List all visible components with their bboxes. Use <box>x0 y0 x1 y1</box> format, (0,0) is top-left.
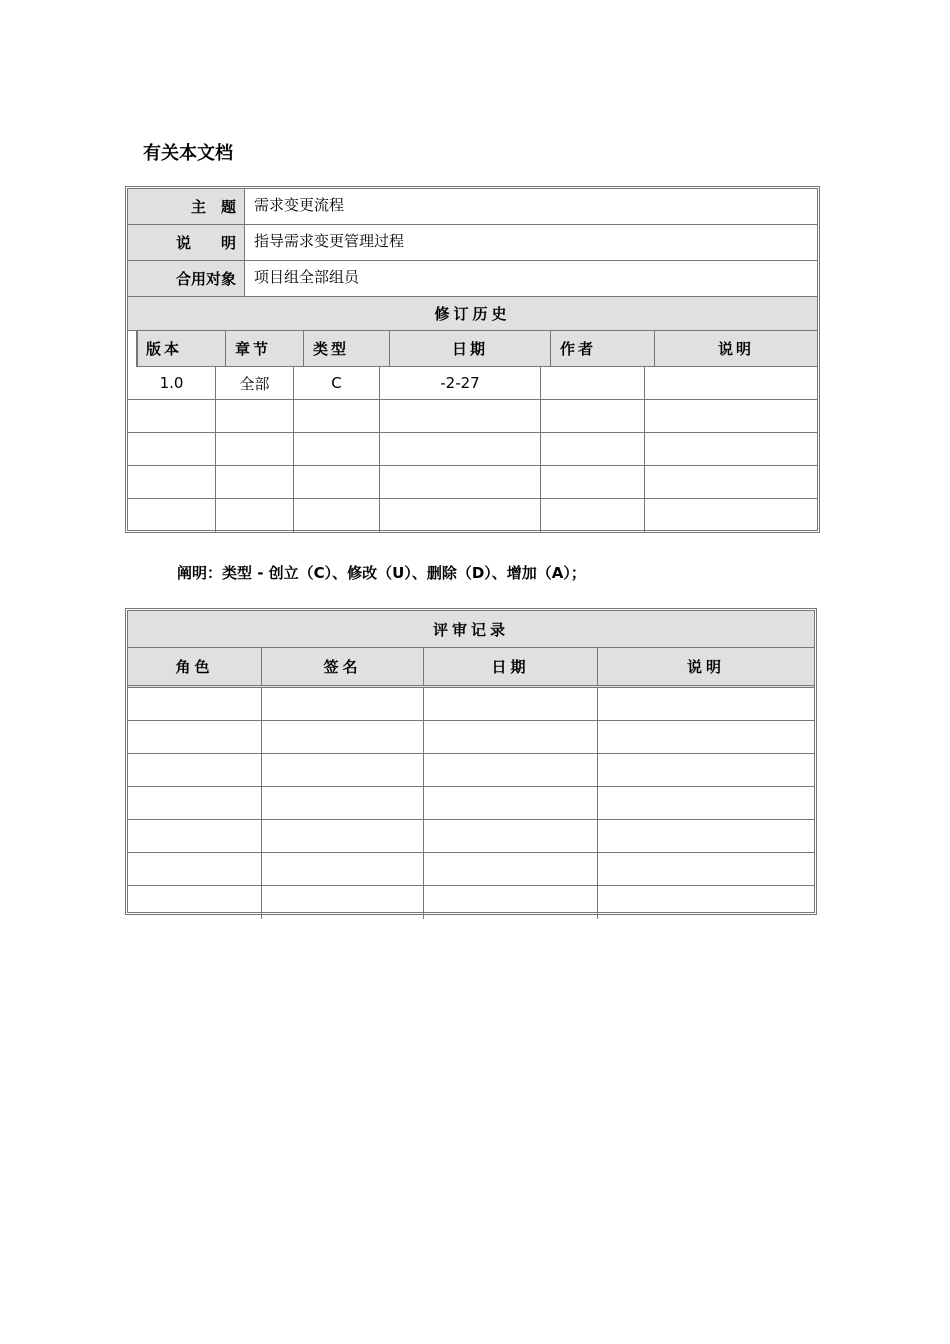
subject-row <box>128 189 817 225</box>
cell-notes <box>598 820 814 852</box>
table-row <box>128 688 814 721</box>
cell-date <box>380 499 541 532</box>
type-legend-note: 阐明：类型 - 创立（C）、修改（U）、删除（D）、增加（A）； <box>177 564 586 582</box>
cell-notes <box>598 787 814 819</box>
cell-version: 1.0 <box>128 367 216 399</box>
table-row <box>128 367 817 400</box>
cell-chapter <box>216 499 294 532</box>
header-signature: 签名 <box>262 648 424 685</box>
cell-notes <box>645 433 817 465</box>
cell-author <box>541 433 645 465</box>
header-date: 日期 <box>390 331 551 366</box>
review-record-table <box>125 608 817 915</box>
cell-notes <box>598 853 814 885</box>
cell-author <box>541 400 645 432</box>
cell-role <box>128 886 262 919</box>
description-value: 指导需求变更管理过程 <box>254 232 405 250</box>
cell-role <box>128 853 262 885</box>
table-row <box>128 787 814 820</box>
cell-date <box>424 886 598 919</box>
cell-type <box>294 499 380 532</box>
cell-signature <box>262 853 424 885</box>
header-role: 角色 <box>128 648 262 685</box>
cell-author <box>541 367 645 399</box>
cell-role <box>128 688 262 720</box>
cell-role <box>128 820 262 852</box>
cell-date <box>424 787 598 819</box>
document-info-table <box>125 186 820 533</box>
table-row <box>128 820 814 853</box>
cell-notes <box>598 688 814 720</box>
cell-signature <box>262 754 424 786</box>
header-author: 作者 <box>551 331 655 366</box>
cell-date <box>424 688 598 720</box>
revision-history-header <box>136 331 817 367</box>
cell-signature <box>262 820 424 852</box>
review-record-title: 评审记录 <box>128 611 814 648</box>
cell-date <box>380 433 541 465</box>
cell-signature <box>262 721 424 753</box>
target-value: 项目组全部组员 <box>254 268 360 286</box>
cell-role <box>128 721 262 753</box>
cell-notes <box>598 886 814 919</box>
cell-chapter <box>216 400 294 432</box>
header-type: 类型 <box>304 331 390 366</box>
cell-chapter <box>216 433 294 465</box>
cell-date <box>380 400 541 432</box>
revision-history-rows <box>128 367 817 532</box>
table-row <box>128 853 814 886</box>
cell-notes <box>645 400 817 432</box>
header-date: 日期 <box>424 648 598 685</box>
table-row <box>128 721 814 754</box>
table-row <box>128 400 817 433</box>
cell-notes <box>598 721 814 753</box>
cell-date <box>424 721 598 753</box>
review-rows <box>128 688 814 919</box>
subject-value: 需求变更流程 <box>254 196 345 214</box>
cell-notes <box>645 367 817 399</box>
cell-notes <box>598 754 814 786</box>
description-label: 说 明 <box>128 225 245 260</box>
cell-role <box>128 754 262 786</box>
cell-notes <box>645 499 817 532</box>
section-title: 有关本文档 <box>143 143 233 164</box>
cell-notes <box>645 466 817 498</box>
table-row <box>128 499 817 532</box>
cell-date <box>424 820 598 852</box>
table-row <box>128 433 817 466</box>
table-row <box>128 466 817 499</box>
cell-type: C <box>294 367 380 399</box>
table-row <box>128 886 814 919</box>
cell-author <box>541 466 645 498</box>
cell-signature <box>262 688 424 720</box>
header-notes: 说明 <box>686 658 725 676</box>
cell-type <box>294 466 380 498</box>
cell-date: -2-27 <box>380 367 541 399</box>
cell-date <box>424 853 598 885</box>
table-row <box>128 754 814 787</box>
cell-type <box>294 433 380 465</box>
target-label: 合用对象 <box>128 261 245 296</box>
cell-version <box>128 400 216 432</box>
cell-version <box>128 499 216 532</box>
cell-chapter: 全部 <box>216 367 294 399</box>
description-row <box>128 225 817 261</box>
cell-chapter <box>216 466 294 498</box>
review-header <box>128 648 814 688</box>
cell-type <box>294 400 380 432</box>
revision-history-title: 修订历史 <box>128 297 817 331</box>
cell-version <box>128 433 216 465</box>
header-chapter: 章节 <box>226 331 304 366</box>
subject-label: 主 题 <box>128 189 245 224</box>
header-version: 版本 <box>138 331 226 366</box>
cell-signature <box>262 787 424 819</box>
cell-signature <box>262 886 424 919</box>
cell-date <box>380 466 541 498</box>
target-row <box>128 261 817 297</box>
cell-version <box>128 466 216 498</box>
cell-author <box>541 499 645 532</box>
cell-date <box>424 754 598 786</box>
cell-role <box>128 787 262 819</box>
header-notes: 说明 <box>717 340 754 358</box>
